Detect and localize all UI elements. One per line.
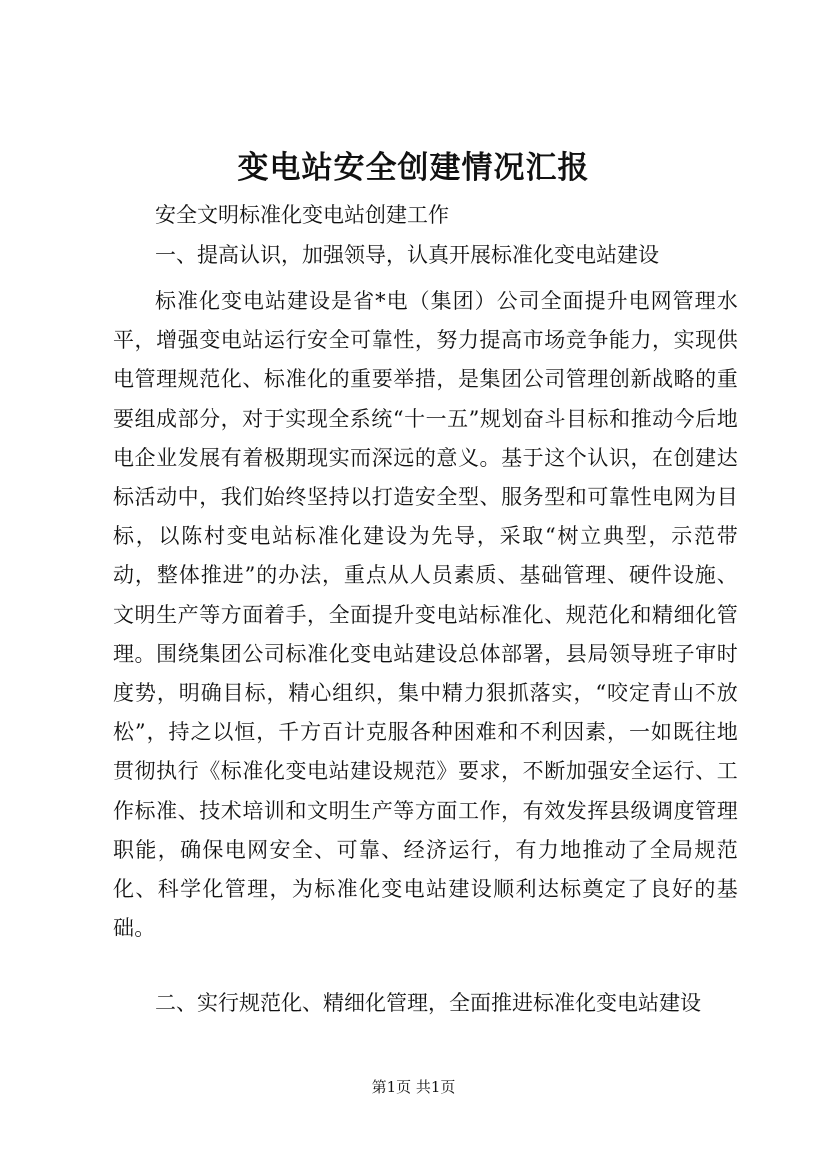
document-subtitle: 安全文明标准化变电站创建工作 (155, 203, 449, 227)
body-paragraph-1: 标准化变电站建设是省*电（集团）公司全面提升电网管理水平，增强变电站运行安全可靠性，努力提高市场竞争能力，实现供电管理规范化、标准化的重要举措，是集团公司管理创新战略的重要组成部分，对于实现全系统“十一五”规划奋斗目标和推动今后地电企业发展有着极期现实而深远的意义。基于这个认识，在创建达标活动中，我们始终坚持以打造安全型、服务型和可靠性电网为目标，以陈村变电站标准化建设为先导，采取“树立典型，示范带动，整体推进”的办法，重点从人员素质、基础管理、硬件设施、文明生产等方面着手，全面提升变电站标准化、规范化和精细化管理。围绕集团公司标准化变电站建设总体部署，县局领导班子审时度势，明确目标，精心组织，集中精力狠抓落实，“咬定青山不放松”，持之以恒，千方百计克服各种困难和不利因素，一如既往地贯彻执行《标准化变电站建设规范》要求，不断加强安全运行、工作标准、技术培训和文明生产等方面工作，有效发挥县级调度管理职能，确保电网安全、可靠、经济运行，有力地推动了全局规范化、科学化管理，为标准化变电站建设顺利达标奠定了良好的基础。 (113, 289, 738, 941)
section-heading-2: 二、实行规范化、精细化管理，全面推进标准化变电站建设 (155, 991, 701, 1015)
page-footer: 第1页 共1页 (371, 1078, 456, 1096)
document-title: 变电站安全创建情况汇报 (237, 150, 590, 186)
section-heading-1: 一、提高认识，加强领导，认真开展标准化变电站建设 (155, 243, 659, 267)
